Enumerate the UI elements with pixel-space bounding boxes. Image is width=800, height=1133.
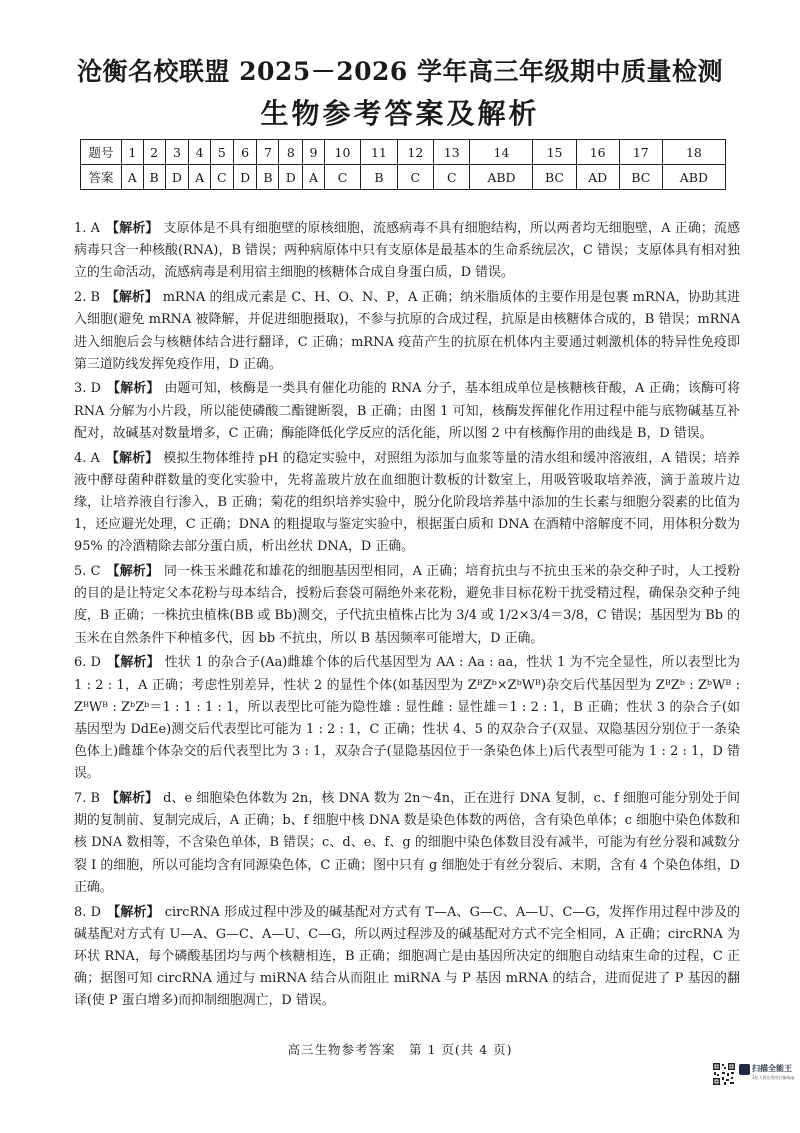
analysis-tag: 【解析】 (106, 564, 159, 580)
question-number-cell: 13 (434, 140, 470, 165)
page-footer: 高三生物参考答案 第 1 页(共 4 页) (287, 1042, 513, 1057)
answer-cell: ABD (470, 165, 533, 190)
answer-cell: C (397, 165, 433, 190)
question-number-cell: 15 (533, 140, 576, 165)
answer-cell: C (434, 165, 470, 190)
question-answer-label: 6. D (74, 655, 101, 671)
explanation-item (74, 652, 740, 785)
explanation-text: 支原体是不具有细胞壁的原核细胞，流感病毒不具有细胞结构，所以两者均无细胞壁，A 正确；流感病毒只含一种核酸(RNA)，B 错误；两种病原体中只有支原体是最基本的生命系统层次，C 错误；支原体具有相对独立的生命活动，流感病毒是利用宿主细胞的核糖体合成自身蛋白质，D 错误。 (74, 221, 741, 281)
question-number-cell: 7 (257, 140, 279, 165)
answer-cell: D (165, 165, 189, 190)
scanner-app-slogan: 3亿人都在用的扫描App (752, 1075, 795, 1080)
answer-cell: C (324, 165, 360, 190)
explanation-text: d、e 细胞染色体数为 2n，核 DNA 数为 2n～4n，正在进行 DNA 复制，c、f 细胞可能分别处于间期的复制前、复制完成后，A 正确；b、f 细胞中核 DNA 数是染色体数的两倍，含有染色单体；c 细胞中染色体数和核 DNA 数相等，不含染色单体，B 错误；c、d、e、f、g 的细胞中染色体数目没有减半，可能为有丝分裂和减数分裂 Ⅰ 的细胞，所以可能均含有同源染色体，C 正确；图中只有 g 细胞处于有丝分裂后、末期，含有 4 个染色体组，D 正确。 (74, 791, 740, 895)
question-number-cell: 9 (303, 140, 325, 165)
explanation-text: 同一株玉米雌花和雄花的细胞基因型相同，A 正确；培育抗虫与不抗虫玉米的杂交种子时，人工授粉的目的是让特定父本花粉与母本结合，授粉后套袋可隔绝外来花粉，避免非目标花粉干扰受精过程，确保杂交种子纯度，B 正确；一株抗虫植株(BB 或 Bb)测交，子代抗虫植株占比为 3/4 或 1/2×3/4＝3/8，C 错误；基因型为 Bb 的玉米在自然条件下种植多代，因 bb 不抗虫，所以 B 基因频率可能增大，D 正确。 (74, 564, 740, 646)
answer-cell: BC (533, 165, 576, 190)
answer-cell: B (361, 165, 397, 190)
question-number-cell: 17 (619, 140, 662, 165)
scanner-logo-icon (739, 1064, 750, 1075)
answer-table (80, 139, 726, 190)
question-number-cell: 12 (397, 140, 433, 165)
answer-cell: D (233, 165, 257, 190)
question-answer-label: 8. D (74, 904, 101, 920)
answer-cell: BC (619, 165, 662, 190)
answer-cell: A (189, 165, 211, 190)
explanation-item (74, 378, 740, 445)
question-number-row (81, 140, 726, 165)
answer-cell: B (143, 165, 165, 190)
question-answer-label: 7. B (74, 791, 100, 807)
answer-row-label: 答案 (81, 165, 122, 190)
question-number-cell: 14 (470, 140, 533, 165)
question-number-cell: 10 (324, 140, 360, 165)
question-row-label: 题号 (81, 140, 122, 165)
question-answer-label: 1. A (74, 221, 100, 236)
answer-cell: D (279, 165, 303, 190)
explanation-item (74, 448, 740, 559)
explanation-text: 模拟生物体维持 pH 的稳定实验中，对照组为添加与血浆等量的清水组和缓冲溶液组，A 错误；培养液中酵母菌种群数量的变化实验中，先将盖玻片放在血细胞计数板的计数室上，用吸管吸取培养液，滴于盖玻片边缘，让培养液自行渗入，B 正确；菊花的组织培养实验中，脱分化阶段培养基中添加的生长素与细胞分裂素的比值为 1，还应避光处理，C 正确；DNA 的粗提取与鉴定实验中，根据蛋白质和 DNA 在酒精中溶解度不同，用体积分数为 95% 的冷酒精除去部分蛋白质，析出丝状 DNA，D 正确。 (74, 450, 740, 555)
answer-cell: ABD (662, 165, 725, 190)
question-answer-label: 4. A (74, 450, 100, 466)
explanation-text: 性状 1 的杂合子(Aa)雌雄个体的后代基因型为 AA : Aa : aa，性状 1 为不完全显性，所以表型比为 1 : 2 : 1，A 正确；考虑性别差异，性状 2 的显性个体(如基因型为 ZᴮZᵇ×ZᵇWᴮ)杂交后代基因型为 ZᴮZᵇ : ZᵇWᴮ : ZᴮWᴮ : ZᵇZᵇ＝1 : 1 : 1 : 1，所以表型比可能为隐性雄 : 显性雌 : 显性雄＝1 : 2 : 1，B 正确；性状 3 的杂合子(如基因型为 DdEe)测交后代表型比可能为 1 : 2 : 1，C 正确；性状 4、5 的双杂合子(双显、双隐基因分别位于一条染色体上)雌雄个体杂交的后代表型比为 3 : 1，双杂合子(显隐基因位于一条染色体上)后代表型可能为 1 : 2 : 1，D 错误。 (74, 655, 740, 782)
answer-row (81, 165, 726, 190)
question-number-cell: 4 (189, 140, 211, 165)
analysis-tag: 【解析】 (105, 290, 158, 306)
answer-cell: A (122, 165, 144, 190)
answer-cell: A (303, 165, 325, 190)
question-answer-label: 3. D (74, 381, 101, 397)
qr-code-icon (712, 1062, 736, 1086)
explanation-item (74, 287, 740, 376)
explanation-text: circRNA 形成过程中涉及的碱基配对方式有 T—A、G—C、A—U、C—G，发挥作用过程中涉及的碱基配对方式有 U—A、G—C、A—U、C—G，所以两过程涉及的碱基配对方式不完全相同，A 正确；circRNA 为环状 RNA，每个磷酸基团均与两个核糖相连，B 正确；细胞凋亡是由基因所决定的细胞自动结束生命的过程，C 正确；据图可知 circRNA 通过与 miRNA 结合从而阻止 miRNA 与 P 基因 mRNA 的结合，进而促进了 P 基因的翻译(使 P 蛋白增多)而抑制细胞凋亡，D 错误。 (74, 904, 741, 1009)
analysis-tag: 【解析】 (106, 381, 160, 397)
explanations-section (74, 218, 740, 1015)
explanation-item (74, 218, 740, 285)
answer-cell: B (257, 165, 279, 190)
explanation-item (74, 561, 740, 650)
question-answer-label: 2. B (74, 290, 100, 306)
analysis-tag: 【解析】 (106, 655, 160, 671)
analysis-tag: 【解析】 (106, 904, 160, 920)
explanation-item (74, 788, 740, 899)
analysis-tag: 【解析】 (105, 221, 159, 236)
exam-title: 沧衡名校联盟 2025－2026 学年高三年级期中质量检测 (76, 57, 724, 86)
question-number-cell: 18 (662, 140, 725, 165)
explanation-item (74, 902, 740, 1013)
answer-cell: AD (576, 165, 619, 190)
explanation-text: mRNA 的组成元素是 C、H、O、N、P，A 正确；纳米脂质体的主要作用是包裹 mRNA，协助其进入细胞(避免 mRNA 被降解，并促进细胞摄取)，不参与抗原的合成过程，抗原是由核糖体合成的，B 错误；mRNA 进入细胞后会与核糖体结合进行翻译，C 正确；mRNA 疫苗产生的抗原在机体内主要通过刺激机体的特异性免疫即第三道防线发挥免疫作用，D 正确。 (74, 290, 741, 372)
analysis-tag: 【解析】 (106, 791, 159, 807)
explanation-text: 由题可知，核酶是一类具有催化功能的 RNA 分子，基本组成单位是核糖核苷酸，A 正确；该酶可将 RNA 分解为小片段，所以能使磷酸二酯键断裂，B 正确；由图 1 可知，核酶发挥催化作用过程中能与底物碱基互补配对，故碱基对数量增多，C 正确；酶能降低化学反应的活化能，所以图 2 中有核酶作用的曲线是 B，D 错误。 (74, 381, 741, 441)
question-number-cell: 6 (233, 140, 257, 165)
question-number-cell: 1 (122, 140, 144, 165)
scanner-app-name: 扫描全能王 (752, 1064, 792, 1073)
answer-cell: C (210, 165, 233, 190)
question-number-cell: 5 (210, 140, 233, 165)
question-number-cell: 3 (165, 140, 189, 165)
analysis-tag: 【解析】 (105, 450, 159, 466)
scanner-app-logo (739, 1062, 795, 1086)
question-number-cell: 2 (143, 140, 165, 165)
question-answer-label: 5. C (74, 564, 101, 580)
question-number-cell: 8 (279, 140, 303, 165)
question-number-cell: 11 (361, 140, 397, 165)
answer-key-subtitle: 生物参考答案及解析 (260, 97, 540, 130)
question-number-cell: 16 (576, 140, 619, 165)
